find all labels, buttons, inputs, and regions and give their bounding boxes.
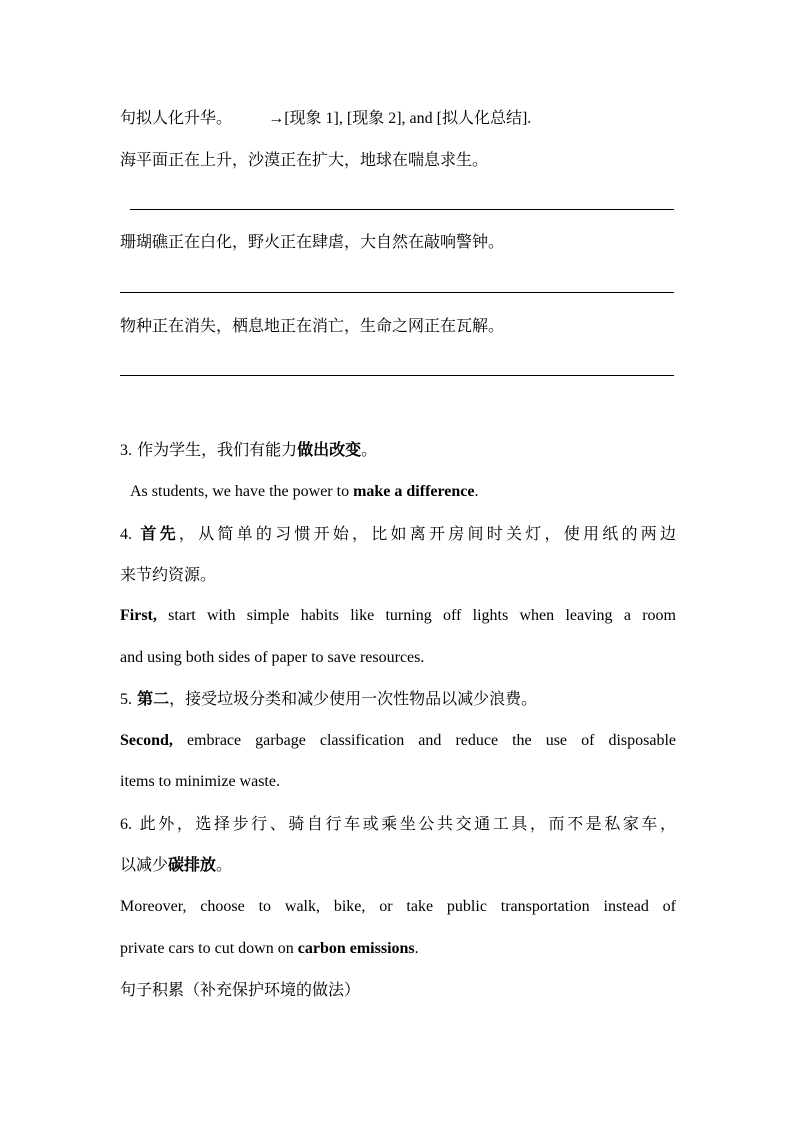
item-3-en-key-phrase: make a difference (353, 483, 475, 500)
exercise-prompt-1: 海平面正在上升，沙漠正在扩大，地球在喘息求生。 (120, 150, 489, 169)
item-6-zh-line-1: 6. 此外，选择步行、骑自行车或乘坐公共交通工具，而不是私家车， (120, 814, 676, 833)
answer-line-3[interactable] (120, 375, 674, 376)
item-4-zh-line-2: 来节约资源。 (120, 565, 217, 584)
item-4-en-line-2: and using both sides of paper to save resources. (120, 649, 425, 666)
item-6-number: 6. (120, 816, 132, 833)
section-heading: 句子积累（补充保护环境的做法） (120, 980, 361, 999)
item-5-en-key-phrase: Second, (120, 732, 173, 749)
item-4-zh-key-phrase: 首先 (140, 524, 179, 543)
item-6-zh-line-2: 以减少碳排放。 (120, 855, 233, 874)
intro-line (120, 108, 676, 129)
item-5-en-line-2: items to minimize waste. (120, 773, 280, 790)
item-3-number: 3. (120, 442, 132, 459)
item-5-zh: 5. 第二，接受垃圾分类和减少使用一次性物品以减少浪费。 (120, 689, 538, 708)
answer-line-2[interactable] (120, 292, 674, 293)
item-4-number: 4. (120, 526, 132, 543)
item-6-en-line-2: private cars to cut down on carbon emissions. (120, 940, 419, 957)
item-6-zh-key-phrase: 碳排放 (168, 855, 217, 874)
item-5-zh-key-phrase: 第二 (137, 689, 170, 708)
item-5-en-line-1: Second, embrace garbage classification and reduce the use of disposable (120, 732, 676, 749)
item-6-en-line-1: Moreover, choose to walk, bike, or take public transportation instead of (120, 898, 676, 915)
item-4-en-key-phrase: First, (120, 607, 157, 624)
item-4-en-line-1: First, start with simple habits like turning off lights when leaving a room (120, 607, 676, 624)
item-3-zh-key-phrase: 做出改变 (297, 440, 362, 459)
sentence-pattern: →[现象 1], [现象 2], and [拟人化总结]. (268, 110, 532, 127)
answer-line-1[interactable] (130, 209, 674, 210)
item-5-number: 5. (120, 691, 132, 708)
item-6-en-key-phrase: carbon emissions (297, 940, 415, 957)
exercise-prompt-2: 珊瑚礁正在白化，野火正在肆虐，大自然在敲响警钟。 (120, 232, 505, 251)
item-4-zh-line-1: 4. 首先，从简单的习惯开始，比如离开房间时关灯，使用纸的两边 (120, 524, 676, 543)
item-3-en: As students, we have the power to make a difference. (130, 483, 479, 500)
item-3-zh: 3. 作为学生，我们有能力做出改变。 (120, 440, 378, 459)
intro-heading: 句拟人化升华。 (120, 108, 233, 127)
exercise-prompt-3: 物种正在消失，栖息地正在消亡，生命之网正在瓦解。 (120, 316, 505, 335)
